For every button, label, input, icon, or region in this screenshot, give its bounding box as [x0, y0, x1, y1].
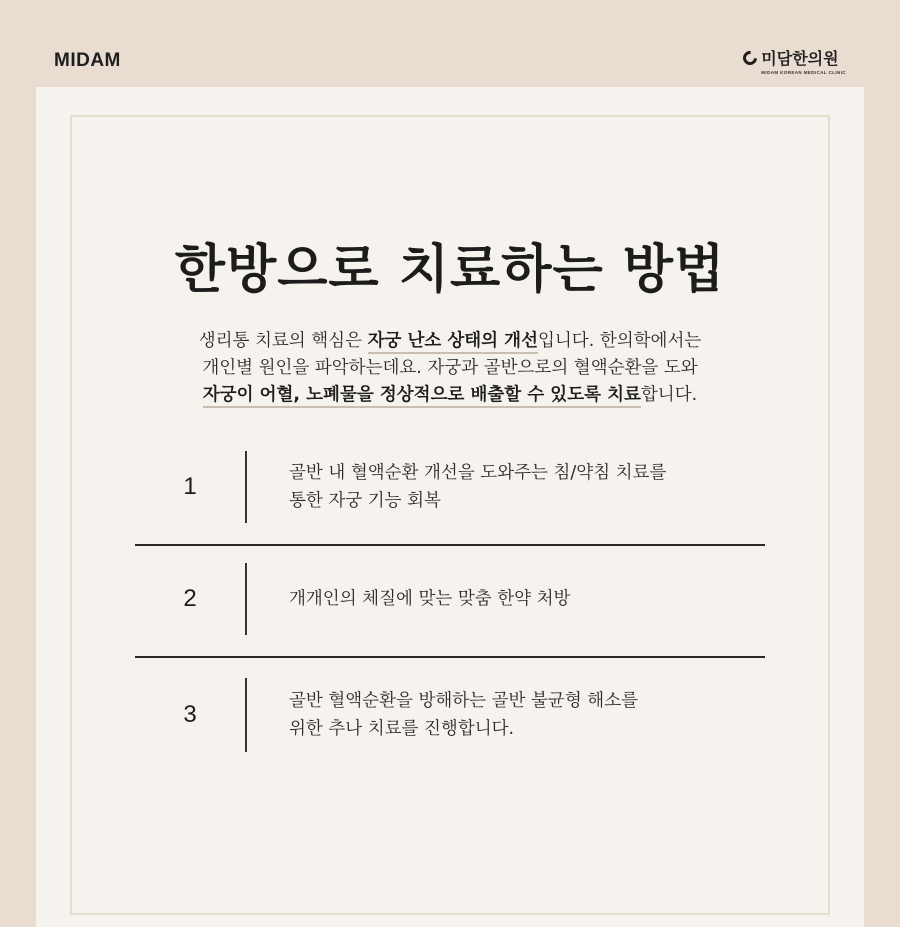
step-item [135, 449, 765, 544]
steps-list [135, 449, 765, 752]
brand-wordmark: MIDAM [54, 50, 121, 71]
content-card [36, 87, 864, 927]
clinic-name: 미담한의원 [761, 49, 839, 68]
step-number: 2 [183, 585, 197, 612]
highlight-text: 자궁 난소 상태의 개선 [368, 331, 538, 354]
step-number: 3 [183, 701, 197, 728]
step-item [135, 658, 765, 752]
clinic-subtitle: MIDAM KOREAN MEDICAL CLINIC [761, 70, 846, 75]
step-divider [245, 678, 247, 752]
step-text: 개개인의 체질에 맞는 맞춤 한약 처방 [289, 589, 571, 609]
step-number: 1 [183, 472, 197, 500]
page-title: 한방으로 치료하는 방법 [174, 240, 726, 300]
step-text: 골반 내 혈액순환 개선을 도와주는 침/약침 치료를 통한 자궁 기능 회복 [289, 462, 667, 511]
step-divider [245, 451, 247, 523]
highlight-text: 자궁이 어혈, 노폐물을 정상적으로 배출할 수 있도록 치료 [203, 385, 641, 408]
step-text: 골반 혈액순환을 방해하는 골반 불균형 해소를 위한 추나 치료를 진행합니다. [289, 691, 639, 739]
description [36, 328, 864, 409]
description-line-1: 생리통 치료의 핵심은 자궁 난소 상태의 개선입니다. 한의학에서는 [36, 328, 864, 355]
step-divider [245, 563, 247, 635]
step-item [135, 546, 765, 656]
clinic-logo-icon [740, 48, 760, 68]
clinic-logo [743, 46, 846, 75]
description-line-2: 개인별 원인을 파악하는데요. 자궁과 골반으로의 혈액순환을 도와 [202, 358, 698, 378]
description-line-3: 자궁이 어혈, 노폐물을 정상적으로 배출할 수 있도록 치료합니다. [36, 382, 864, 409]
